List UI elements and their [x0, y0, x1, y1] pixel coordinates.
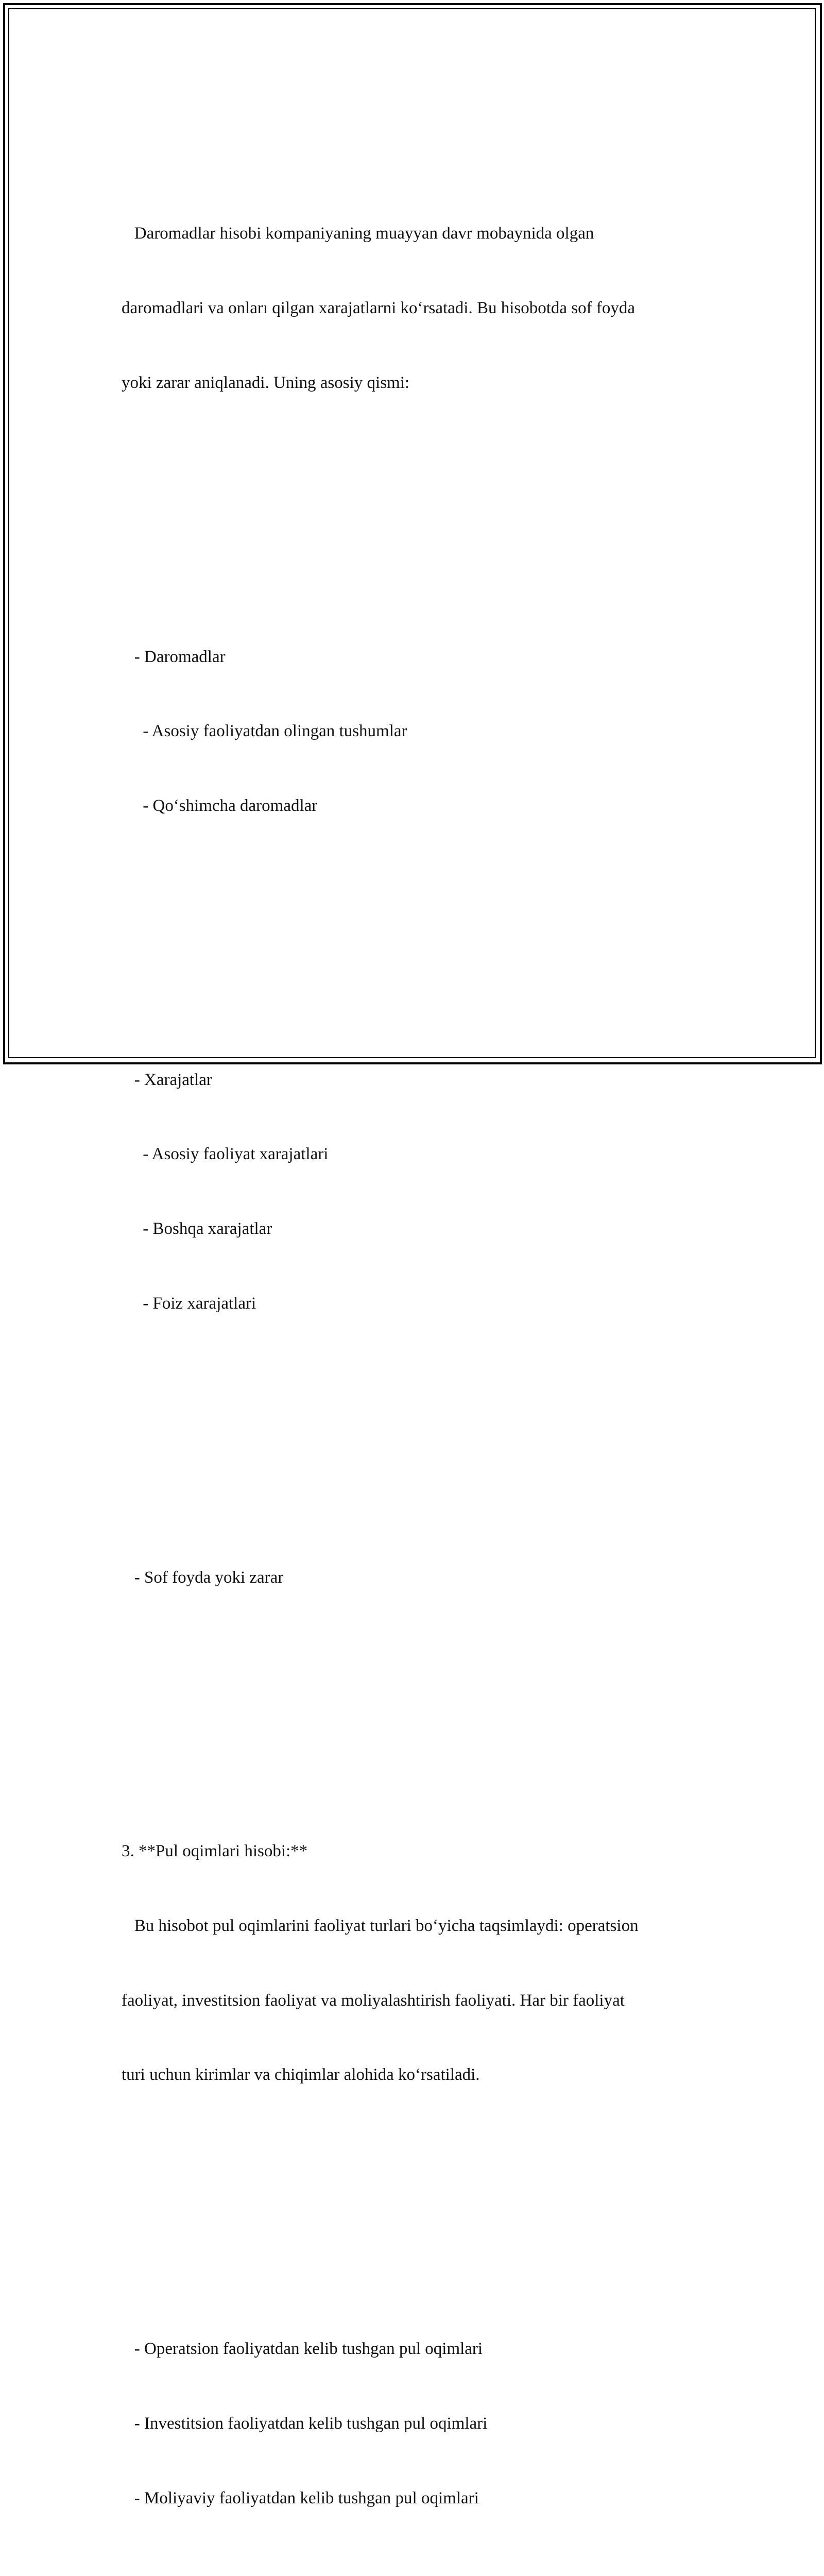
text-line: Bu hisobot pul oqimlarini faoliyat turlari boʻyicha taqsimlaydi: operatsion	[122, 1916, 639, 1935]
list-cash-flow	[122, 2286, 714, 2560]
section-heading: 3. **Pul oqimlari hisobi:**	[122, 1841, 308, 1860]
list-item: - Foiz xarajatlari	[122, 1294, 256, 1313]
document-body	[122, 97, 714, 2576]
blank-line	[122, 918, 714, 943]
list-item: - Operatsion faoliyatdan kelib tushgan pul oqimlari	[122, 2339, 483, 2358]
blank-line	[122, 2187, 714, 2212]
text-line: turi uchun kirimlar va chiqimlar alohida koʻrsatiladi.	[122, 2065, 480, 2084]
section-cash-flow	[122, 1789, 714, 2137]
list-item: - Xarajatlar	[122, 1070, 212, 1089]
list-item: - Asosiy faoliyat xarajatlari	[122, 1145, 329, 1164]
list-item: - Asosiy faoliyatdan olingan tushumlar	[122, 722, 407, 741]
paragraph-income-statement	[122, 172, 714, 445]
list-net-profit	[122, 1515, 714, 1639]
text-line: faoliyat, investitsion faoliyat va moliyalashtirish faoliyati. Har bir faoliyat	[122, 1991, 625, 2010]
list-item: - Daromadlar	[122, 647, 226, 666]
list-revenues	[122, 595, 714, 868]
text-line: daromadlari va onları qilgan xarajatlarni koʻrsatadi. Bu hisobotda sof foyda	[122, 299, 636, 318]
list-item: - Moliyaviy faoliyatdan kelib tushgan pul oqimlari	[122, 2488, 479, 2507]
blank-line	[122, 495, 714, 520]
list-expenses	[122, 1018, 714, 1366]
list-item: - Boshqa xarajatlar	[122, 1219, 272, 1239]
list-item: - Qoʻshimcha daromadlar	[122, 796, 318, 816]
list-item: - Investitsion faoliyatdan kelib tushgan pul oqimlari	[122, 2414, 488, 2433]
list-item: - Sof foyda yoki zarar	[122, 1568, 284, 1587]
text-line: Daromadlar hisobi kompaniyaning muayyan davr mobaynida olgan	[122, 224, 594, 243]
blank-line	[122, 1416, 714, 1440]
text-line: yoki zarar aniqlanadi. Uning asosiy qismi:	[122, 374, 410, 393]
blank-line	[122, 1689, 714, 1714]
